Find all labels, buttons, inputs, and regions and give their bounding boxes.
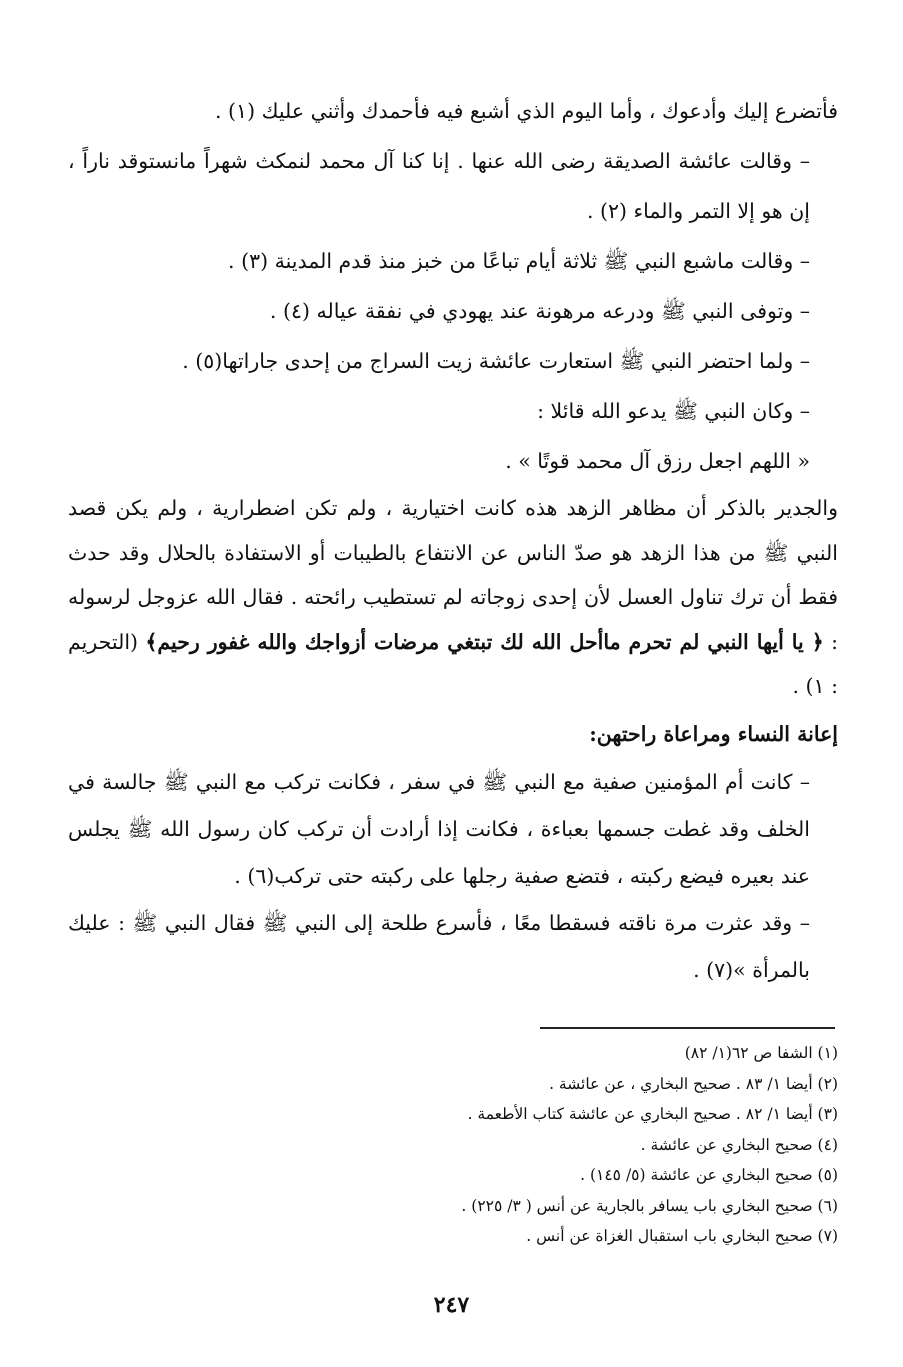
footnote-4: (٤) صحيح البخاري عن عائشة .	[640, 1135, 838, 1154]
paragraph-1: فأتضرع إليك وأدعوك ، وأما اليوم الذي أشبع فيه فأحمدك وأثني عليك (١) .	[215, 99, 838, 123]
footnote-1: (١) الشفا ص ٦٢(١/ ٨٢)	[684, 1044, 838, 1062]
paragraph-6: – وكان النبي ﷺ يدعو الله قائلا :	[537, 399, 810, 423]
footnote-2: (٢) أيضا ١/ ٨٣ . صحيح البخاري ، عن عائشة .	[549, 1074, 838, 1093]
paragraph-5: – ولما احتضر النبي ﷺ استعارت عائشة زيت السراج من إحدى جاراتها(٥) .	[182, 349, 810, 373]
paragraph-8-text: والجدير بالذكر أن مظاهر الزهد هذه كانت اختيارية ، ولم تكن اضطرارية ، ولم يكن قصد النبي ﷺ من هذا الزهد هو صدّ الناس عن الانتفاع بالطيبات أو الاستفادة بالحلال وقد حدث فقط أن ترك تناول العسل لأن إحدى زوجاته لم تستطيب رائحته . فقال الله عزوجل لرسوله :	[68, 496, 838, 654]
quoted-prayer: « اللهم اجعل رزق آل محمد قوتًا » .	[505, 449, 810, 473]
page-number: ٢٤٧	[433, 1292, 470, 1318]
quranic-verse: ﴿ يا أيها النبي لم تحرم ماأحل الله لك تبتغي مرضات أزواجك والله غفور رحيم﴾	[145, 629, 824, 654]
paragraph-8	[68, 486, 838, 709]
footnote-5: (٥) صحيح البخاري عن عائشة (٥/ ١٤٥) .	[580, 1166, 838, 1184]
footnote-7: (٧) صحيح البخاري باب استقبال الغزاة عن أنس .	[526, 1227, 838, 1245]
page-body	[68, 86, 838, 994]
footnotes	[68, 1038, 838, 1252]
paragraph-2: – وقالت عائشة الصديقة رضى الله عنها . إنا كنا آل محمد لنمكث شهراً مانستوقد ناراً ، إن هو إلا التمر والماء (٢) .	[68, 149, 810, 223]
paragraph-3: – وقالت ماشبع النبي ﷺ ثلاثة أيام تباعًا من خبز منذ قدم المدينة (٣) .	[228, 249, 810, 273]
footnote-divider	[540, 1027, 835, 1029]
paragraph-9: – كانت أم المؤمنين صفية مع النبي ﷺ في سفر ، فكانت تركب مع النبي ﷺ جالسة في الخلف وقد غطت جسمها بعباءة ، فكانت إذا أرادت أن تركب كان رسول الله ﷺ يجلس عند بعيره فيضع ركبته ، فتضع صفية رجلها على ركبته حتى تركب(٦) .	[68, 769, 810, 888]
section-heading: إعانة النساء ومراعاة راحتهن:	[589, 721, 838, 746]
footnote-6: (٦) صحيح البخاري باب يسافر بالجارية عن أنس ( ٣/ ٢٢٥) .	[461, 1196, 838, 1215]
paragraph-4: – وتوفى النبي ﷺ ودرعه مرهونة عند يهودي في نفقة عياله (٤) .	[269, 299, 810, 323]
verse-reference: (التحريم : ١) .	[68, 629, 838, 698]
footnote-3: (٣) أيضا ١/ ٨٢ . صحيح البخاري عن عائشة كتاب الأطعمة .	[467, 1105, 838, 1123]
paragraph-10: – وقد عثرت مرة ناقته فسقطا معًا ، فأسرع طلحة إلى النبي ﷺ فقال النبي ﷺ : عليك بالمرأة »(٧) .	[68, 910, 810, 982]
